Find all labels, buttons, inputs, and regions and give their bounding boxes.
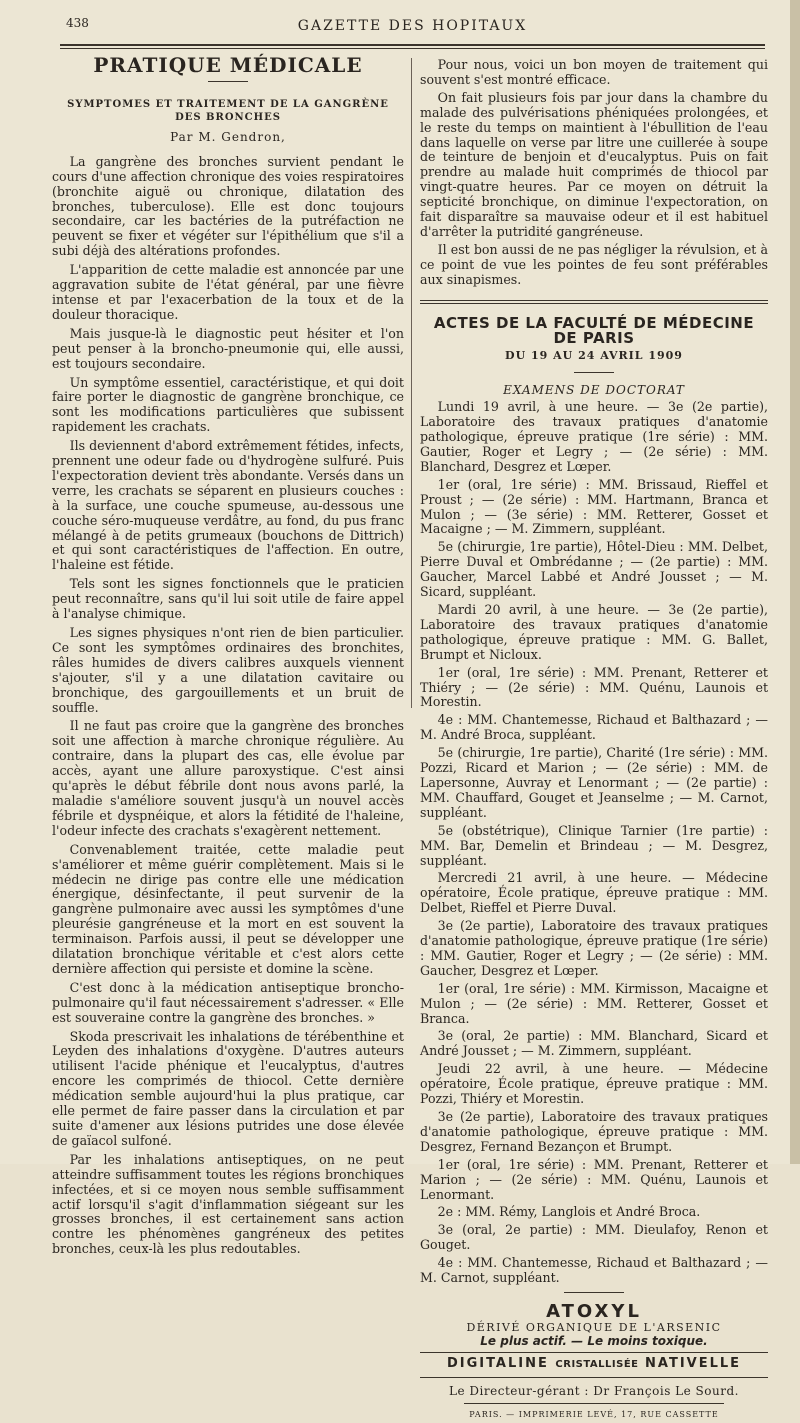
exam-entry: 5e (obstétrique), Clinique Tarnier (1re partie) : MM. Bar, Demelin et Brindeau ; — M. Desgrez, suppléant. xyxy=(420,822,768,868)
atoxyl-tagline: Le plus actif. — Le moins toxique. xyxy=(480,1333,708,1348)
digitaline-brand: NATIVELLE xyxy=(645,1355,742,1371)
exam-entry: Jeudi 22 avril, à une heure. — Médecine opératoire, École pratique, épreuve pratique : MM. Pozzi, Thiéry et Morestin. xyxy=(420,1061,768,1107)
article-paragraph: Il ne faut pas croire que la gangrène des bronches soit une affection à marche chronique régulière. Au contraire, dans la plupart des cas, elle évolue par accès, ayant une allure paroxystique. C'est ainsi qu'après le début fébrile dont nous avons parlé, la maladie s'améliore souvent jusqu'à un nouvel accès fébrile et dyspnéique, et alors la fétidité de l'haleine, l'odeur infecte des crachats s'exagèrent nettement. xyxy=(52,718,404,838)
article-title: PRATIQUE MÉDICALE xyxy=(93,53,363,77)
article-subtitle: SYMPTOMES ET TRAITEMENT DE LA GANGRÈNE DES BRONCHES xyxy=(67,98,389,123)
left-column xyxy=(52,53,404,1261)
article-paragraph: Tels sont les signes fonctionnels que le praticien peut reconnaître, sans qu'il lui soit utile de faire appel à l'analyse chimique. xyxy=(52,576,404,622)
actes-subhead: EXAMENS DE DOCTORAT xyxy=(503,383,685,398)
exam-entry: Mardi 20 avril, à une heure. — 3e (2e partie), Laboratoire des travaux pratiques d'anatomie pathologique, épreuve pratique : MM. G. Ballet, Brumpt et Nicloux. xyxy=(420,602,768,662)
exam-entry: 3e (oral, 2e partie) : MM. Dieulafoy, Renon et Gouget. xyxy=(420,1222,768,1253)
director-line: Le Directeur-gérant : Dr François Le Sourd. xyxy=(449,1383,739,1398)
section-rule xyxy=(420,300,768,304)
header-rule-thin xyxy=(60,48,765,49)
article-paragraph: C'est donc à la médication antiseptique broncho-pulmonaire qu'il faut nécessairement s'adresser. « Elle est souveraine contre la gangrène des bronches. » xyxy=(52,979,404,1025)
ad-separator xyxy=(564,1292,624,1293)
exam-entry: 5e (chirurgie, 1re partie), Hôtel-Dieu : MM. Delbet, Pierre Duval et Ombrédanne ; — (2e partie) : MM. Gaucher, Marcel Labbé et André Jousset ; — M. Sicard, suppléant. xyxy=(420,539,768,600)
page-header xyxy=(60,12,765,42)
article-paragraph: Les signes physiques n'ont rien de bien particulier. Ce sont les symptômes ordinaires des bronchites, râles humides de divers calibres auxquels viennent s'ajouter, s'il y a une dilatation cavitaire ou bronchique, des gargouillements et un bruit de souffle. xyxy=(52,625,404,715)
digitaline-crystal: CRISTALLISÉE xyxy=(555,1358,639,1370)
exam-entry: 1er (oral, 1re série) : MM. Brissaud, Rieffel et Proust ; — (2e série) : MM. Hartmann, Branca et Mulon ; — (3e série) : MM. Retterer, Gosset et Macaigne ; — M. Zimmern, suppléant. xyxy=(420,476,768,537)
digitaline-word: DIGITALINE xyxy=(446,1355,549,1371)
exam-entry: 4e : MM. Chantemesse, Richaud et Balthazard ; — M. André Broca, suppléant. xyxy=(420,712,768,743)
column-divider xyxy=(411,58,412,708)
page-edge xyxy=(790,0,800,1164)
running-title: GAZETTE DES HOPITAUX xyxy=(297,18,528,34)
imprint-rule xyxy=(464,1403,724,1404)
header-rule xyxy=(60,44,765,46)
exam-entry: Mercredi 21 avril, à une heure. — Médecine opératoire, École pratique, épreuve pratique : MM. Delbet, Rieffel et Pierre Duval. xyxy=(420,870,768,916)
exam-entry: 2e : MM. Rémy, Langlois et André Broca. xyxy=(437,1204,701,1220)
atoxyl-name: ATOXYL xyxy=(546,1300,642,1322)
article-paragraph: Skoda prescrivait les inhalations de térébenthine et Leyden des inhalations d'oxygène. D'autres auteurs utilisent l'acide phénique et l'eucalyptus, d'autres encore les comprimés de thiocol. Cette dernière médication semble aujourd'hui la plus pratique, car elle permet de faire passer dans la circulation et par suite d'amener aux lésions putrides une dose élevée de gaïacol sulfoné. xyxy=(52,1028,404,1148)
exam-entry: 3e (2e partie), Laboratoire des travaux pratiques d'anatomie pathologique, épreuve pratique (1re série) : MM. Gautier, Roger et Legry ; — (2e série) : MM. Gaucher, Desgrez et Lœper. xyxy=(420,918,768,978)
actes-date: DU 19 AU 24 AVRIL 1909 xyxy=(505,349,683,363)
article-paragraph: On fait plusieurs fois par jour dans la chambre du malade des pulvérisations phéniquées prolongées, et le reste du temps on maintient à l'ébullition de l'eau dans laquelle on verse par litre une cuillerée à soupe de teinture de benjoin et d'eucalyptus. Puis on fait prendre au malade huit comprimés de thiocol par vingt-quatre heures. Par ce moyen on détruit la septicité bronchique, on diminue l'expectoration, on fait disparaître sa mauvaise odeur et il est habituel d'arrêter la putridité gangréneuse. xyxy=(420,89,768,239)
page-number: 438 xyxy=(66,16,89,30)
article-paragraph: La gangrène des bronches survient pendant le cours d'une affection chronique des voies respiratoires (bronchite aiguë ou chronique, dilatation des bronches, tuberculose). Elle est donc toujours secondaire, car les bactéries de la putréfaction ne peuvent se fixer et végéter sur l'épithélium que s'il a subi déjà des altérations profondes. xyxy=(52,153,404,259)
atoxyl-ad xyxy=(420,1300,768,1348)
exam-entry: 1er (oral, 1re série) : MM. Prenant, Retterer et Marion ; — (2e série) : MM. Quénu, Launois et Lenormant. xyxy=(420,1156,768,1202)
article-paragraph: Par les inhalations antiseptiques, on ne peut atteindre suffisamment toutes les régions bronchiques infectées, et si ce moyen nous semble suffisamment actif lorsqu'il s'agit d'inflammation siégeant sur les grosses bronches, il est certainement sans action contre les phénomènes gangréneux des petites bronches, ceux-là les plus redoutables. xyxy=(52,1151,404,1257)
actes-rule xyxy=(574,372,614,373)
exam-entry: 3e (2e partie), Laboratoire des travaux pratiques d'anatomie pathologique, épreuve pratique : MM. Desgrez, Fernand Bezançon et Brumpt. xyxy=(420,1109,768,1154)
printer-line: PARIS. — IMPRIMERIE LEVÉ, 17, RUE CASSETTE xyxy=(469,1409,719,1419)
article-paragraph: Mais jusque-là le diagnostic peut hésiter et l'on peut penser à la broncho-pneumonie qui, elle aussi, est toujours secondaire. xyxy=(52,325,404,371)
article-paragraph: L'apparition de cette maladie est annoncée par une aggravation subite de l'état général, par une fièvre intense et par l'exacerbation de la toux et de la douleur thoracique. xyxy=(52,262,404,322)
article-paragraph: Ils deviennent d'abord extrêmement fétides, infects, prennent une odeur fade ou d'hydrogène sulfuré. Puis l'expectoration devient très abondante. Versés dans un verre, les crachats se séparent en plusieurs couches : à la surface, une couche spumeuse, au-dessous une couche séro-muqueuse verdâtre, au fond, du pus franc mélangé à de petits grumeaux (bouchons de Dittrich) et qui sont caractéristiques de l'affection. En outre, l'haleine est fétide. xyxy=(52,438,404,573)
exam-entry: 3e (oral, 2e partie) : MM. Blanchard, Sicard et André Jousset ; — M. Zimmern, suppléant. xyxy=(420,1028,768,1059)
title-rule xyxy=(208,81,248,82)
exam-entry: 5e (chirurgie, 1re partie), Charité (1re série) : MM. Pozzi, Ricard et Marion ; — (2e série) : MM. de Lapersonne, Auvray et Lenormant ; — (2e partie) : MM. Chauffard, Gouget et Jeanselme ; — M. Carnot, suppléant. xyxy=(420,745,768,820)
exam-entry: Lundi 19 avril, à une heure. — 3e (2e partie), Laboratoire des travaux pratiques d'anatomie pathologique, épreuve pratique (1re série) : MM. Gautier, Roger et Legry ; — (2e série) : MM. Blanchard, Desgrez et Lœper. xyxy=(420,399,768,474)
exam-entry: 1er (oral, 1re série) : MM. Prenant, Retterer et Thiéry ; — (2e série) : MM. Quénu, Launois et Morestin. xyxy=(420,664,768,710)
article-paragraph: Convenablement traitée, cette maladie peut s'améliorer et même guérir complètement. Mais si le médecin ne dirige pas contre elle une médication énergique, désinfectante, il peut survenir de la gangrène pulmonaire avec aussi les symptômes d'une pleurésie gangréneuse et la mort en est souvent la terminaison. Parfois aussi, il peut se développer une dilatation bronchique véritable et c'est alors cette dernière affection qui persiste et domine la scène. xyxy=(52,841,404,976)
actes-title: ACTES DE LA FACULTÉ DE MÉDECINE DE PARIS xyxy=(433,313,755,347)
article-paragraph: Il est bon aussi de ne pas négliger la révulsion, et à ce point de vue les pointes de feu sont préférables aux sinapismes. xyxy=(420,241,768,287)
exam-entry: 1er (oral, 1re série) : MM. Kirmisson, Macaigne et Mulon ; — (2e série) : MM. Retterer, Gosset et Branca. xyxy=(420,980,768,1026)
digitaline-ad xyxy=(420,1352,768,1378)
exam-entry: 4e : MM. Chantemesse, Richaud et Balthazard ; — M. Carnot, suppléant. xyxy=(420,1255,768,1286)
atoxyl-desc: DÉRIVÉ ORGANIQUE DE L'ARSENIC xyxy=(466,1320,722,1334)
article-author: Par M. Gendron, xyxy=(170,129,286,144)
article-paragraph: Un symptôme essentiel, caractéristique, et qui doit faire porter le diagnostic de gangrène bronchique, ce sont les modifications particulières que subissent rapidement les crachats. xyxy=(52,374,404,435)
article-paragraph: Pour nous, voici un bon moyen de traitement qui souvent s'est montré efficace. xyxy=(420,57,768,87)
right-column xyxy=(420,58,768,1423)
